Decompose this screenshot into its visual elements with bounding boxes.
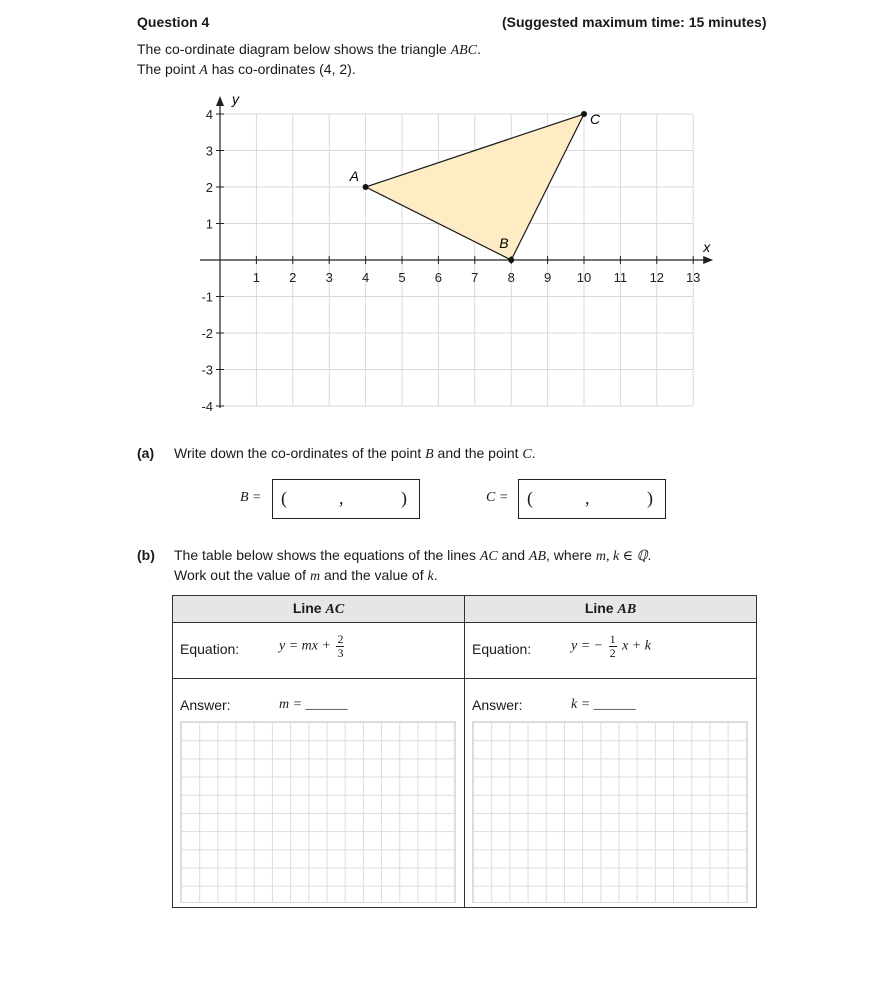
answer-m-blank[interactable]: m = ______: [279, 697, 348, 712]
part-b-text: , where: [546, 547, 596, 563]
y-tick-label: -1: [201, 289, 213, 305]
part-b-line-1: [174, 547, 651, 565]
part-b-label: (b): [137, 547, 155, 563]
part-b-line-2: [174, 567, 438, 585]
open-paren: (: [527, 488, 533, 508]
working-grid-ab[interactable]: [472, 721, 748, 903]
part-a-text-1: Write down the co-ordinates of the point: [174, 445, 426, 461]
equation-label: Equation:: [472, 641, 532, 657]
head-text: Line: [292, 600, 326, 616]
x-tick-label: 2: [289, 270, 297, 285]
x-tick-label: 7: [471, 270, 479, 285]
x-tick-label: 6: [434, 270, 443, 285]
equation-ac: [279, 633, 346, 660]
y-tick-label: -4: [201, 399, 213, 414]
point-label-a: A: [349, 168, 359, 184]
b-answer-box[interactable]: [272, 479, 420, 519]
part-a-text: [174, 445, 536, 463]
fraction-one-half: [609, 633, 617, 660]
intro-punct: .: [477, 41, 481, 57]
equation-ab-text: y = −: [571, 638, 604, 654]
x-tick-label: 1: [252, 270, 261, 285]
answer-cell-ac[interactable]: [173, 679, 465, 908]
line-ab-ref: AB: [528, 549, 547, 564]
y-axis-label: y: [232, 91, 239, 107]
comma: ,: [585, 488, 590, 508]
part-b-text: and the value of: [320, 567, 428, 583]
intro-text: has co-ordinates: [207, 61, 320, 77]
answer-label: Answer:: [472, 697, 523, 713]
equation-ac-text: y = mx +: [279, 638, 331, 654]
equation-ab-rest: x + k: [622, 638, 651, 654]
close-paren: ): [401, 488, 407, 508]
part-a-text-2: and the point: [433, 445, 523, 461]
equation-label: Equation:: [180, 641, 240, 657]
numerator: 1: [609, 632, 616, 646]
point-label-b: B: [499, 235, 509, 251]
part-b-text: Work out the value of: [174, 567, 310, 583]
part-a-label: (a): [137, 445, 155, 461]
c-equals-label: C =: [486, 490, 509, 505]
x-tick-label: 5: [398, 270, 406, 285]
b-equals-label: B =: [240, 490, 262, 505]
x-tick-label: 4: [361, 270, 370, 285]
part-b-punct: .: [433, 567, 438, 583]
answer-cell-ab[interactable]: [465, 679, 757, 908]
open-paren: (: [281, 488, 287, 508]
point-b: [508, 257, 514, 263]
point-c-ref: C: [522, 447, 532, 462]
x-tick-label: 3: [325, 270, 333, 285]
intro-text: The co-ordinate diagram below shows the triangle: [137, 41, 451, 57]
point-label-c: C: [590, 111, 601, 127]
head-text: Line: [584, 600, 618, 616]
var-m-ref: m: [309, 569, 321, 584]
variables-set: m, k ∈ ℚ: [595, 549, 648, 564]
col-head-ac: [173, 596, 465, 623]
point-a-name: A: [199, 63, 208, 78]
y-tick-label: 2: [205, 180, 213, 195]
y-tick-label: 4: [205, 107, 213, 122]
col-head-ab: [465, 596, 757, 623]
equation-cell-ab: [465, 623, 757, 679]
close-paren: ): [647, 488, 653, 508]
intro-text: The point: [137, 61, 200, 77]
point-c: [581, 111, 587, 117]
point-a: [363, 184, 369, 190]
y-axis-arrow: [216, 96, 224, 106]
equations-table: [172, 595, 757, 908]
equation-cell-ac: [173, 623, 465, 679]
part-a-punct: .: [531, 445, 536, 461]
axes: [200, 91, 713, 408]
question-number: Question 4: [137, 14, 210, 30]
c-answer-box[interactable]: [518, 479, 666, 519]
y-tick-label: -3: [201, 362, 213, 378]
x-tick-label: 10: [576, 270, 592, 285]
denominator: 3: [337, 646, 344, 660]
y-tick-label: -2: [201, 326, 213, 341]
fraction-two-thirds: [336, 633, 344, 660]
numerator: 2: [337, 632, 344, 646]
part-b-text: and: [497, 547, 529, 563]
comma: ,: [339, 488, 344, 508]
triangle-name: ABC: [450, 43, 478, 58]
x-tick-label: 8: [507, 270, 515, 285]
denominator: 2: [609, 646, 616, 660]
answer-k-blank[interactable]: k = ______: [571, 697, 636, 712]
y-tick-label: 1: [205, 216, 213, 232]
suggested-time: (Suggested maximum time: 15 minutes): [502, 14, 767, 30]
equation-ab: [571, 633, 651, 660]
coordinate-diagram: [0, 0, 892, 440]
var-k-ref: k: [427, 569, 434, 584]
y-tick-label: 3: [205, 143, 213, 159]
x-axis-arrow: [703, 256, 713, 264]
line-ac-ref: AC: [479, 549, 498, 564]
answer-label: Answer:: [180, 697, 231, 713]
point-b-ref: B: [425, 447, 434, 462]
working-grid-ac[interactable]: [180, 721, 456, 903]
intro-punct: .: [351, 61, 356, 77]
x-axis-label: x: [703, 239, 711, 255]
x-tick-label: 9: [543, 270, 552, 285]
head-math: AC: [325, 602, 345, 617]
x-tick-label: 13: [685, 270, 701, 285]
x-tick-label: 11: [613, 270, 628, 285]
point-a-coords: (4, 2): [319, 61, 352, 77]
x-tick-label: 12: [649, 270, 665, 285]
part-b-punct: .: [647, 547, 652, 563]
head-math: AB: [617, 602, 637, 617]
part-b-text: The table below shows the equations of the lines: [174, 547, 480, 563]
